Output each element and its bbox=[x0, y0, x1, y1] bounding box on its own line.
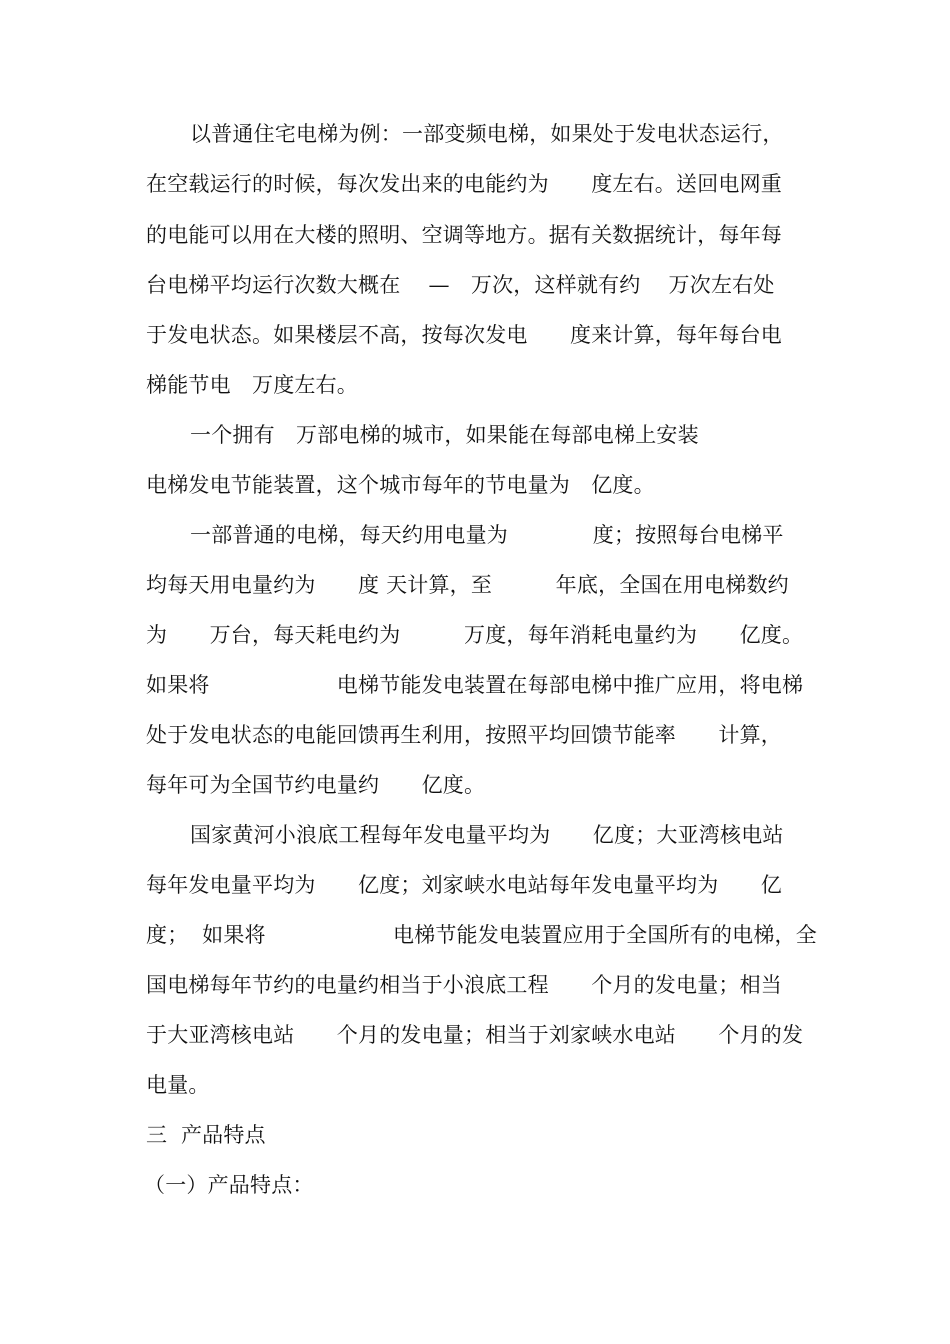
paragraph-1-line-1: 以普通住宅电梯为例：一部变频电梯，如果处于发电状态运行， bbox=[190, 122, 784, 146]
paragraph-4-line-6: 电量。 bbox=[146, 1073, 210, 1097]
paragraph-3-line-3: 为 万台，每天耗电约为 万度，每年消耗电量约为 亿度。 bbox=[146, 623, 804, 647]
paragraph-3-line-5: 处于发电状态的电能回馈再生利用，按照平均回馈节能率 计算， bbox=[146, 723, 782, 747]
paragraph-4-line-5: 于大亚湾核电站 个月的发电量；相当于刘家峡水电站 个月的发 bbox=[146, 1023, 804, 1047]
paragraph-1-line-6: 梯能节电 万度左右。 bbox=[146, 373, 358, 397]
paragraph-3-line-1: 一部普通的电梯，每天约用电量为 度；按照每台电梯平 bbox=[190, 523, 784, 547]
paragraph-4-line-4: 国电梯每年节约的电量约相当于小浪底工程 个月的发电量；相当 bbox=[146, 973, 782, 997]
paragraph-4-line-1: 国家黄河小浪底工程每年发电量平均为 亿度；大亚湾核电站 bbox=[190, 823, 784, 847]
paragraph-2-line-2: 电梯发电节能装置，这个城市每年的节电量为 亿度。 bbox=[146, 473, 655, 497]
paragraph-1-line-4: 台电梯平均运行次数大概在 — 万次，这样就有约 万次左右处 bbox=[146, 273, 775, 297]
paragraph-3-line-2: 均每天用电量约为 度 天计算，至 年底，全国在用电梯数约 bbox=[146, 573, 789, 597]
subsection-heading: （一）产品特点： bbox=[144, 1173, 314, 1197]
paragraph-1-line-3: 的电能可以用在大楼的照明、空调等地方。据有关数据统计，每年每 bbox=[146, 223, 782, 247]
paragraph-3-line-4: 如果将 电梯节能发电装置在每部电梯中推广应用，将电梯 bbox=[146, 673, 804, 697]
paragraph-1-line-5: 于发电状态。如果楼层不高，按每次发电 度来计算，每年每台电 bbox=[146, 323, 782, 347]
paragraph-1-line-2: 在空载运行的时候，每次发出来的电能约为 度左右。送回电网重 bbox=[146, 172, 782, 196]
paragraph-3-line-6: 每年可为全国节约电量约 亿度。 bbox=[146, 773, 486, 797]
paragraph-4-line-3: 度； 如果将 电梯节能发电装置应用于全国所有的电梯，全 bbox=[146, 923, 817, 947]
section-heading: 三 产品特点 bbox=[146, 1123, 266, 1147]
paragraph-4-line-2: 每年发电量平均为 亿度；刘家峡水电站每年发电量平均为 亿 bbox=[146, 873, 782, 897]
paragraph-2-line-1: 一个拥有 万部电梯的城市，如果能在每部电梯上安装 bbox=[190, 423, 699, 447]
